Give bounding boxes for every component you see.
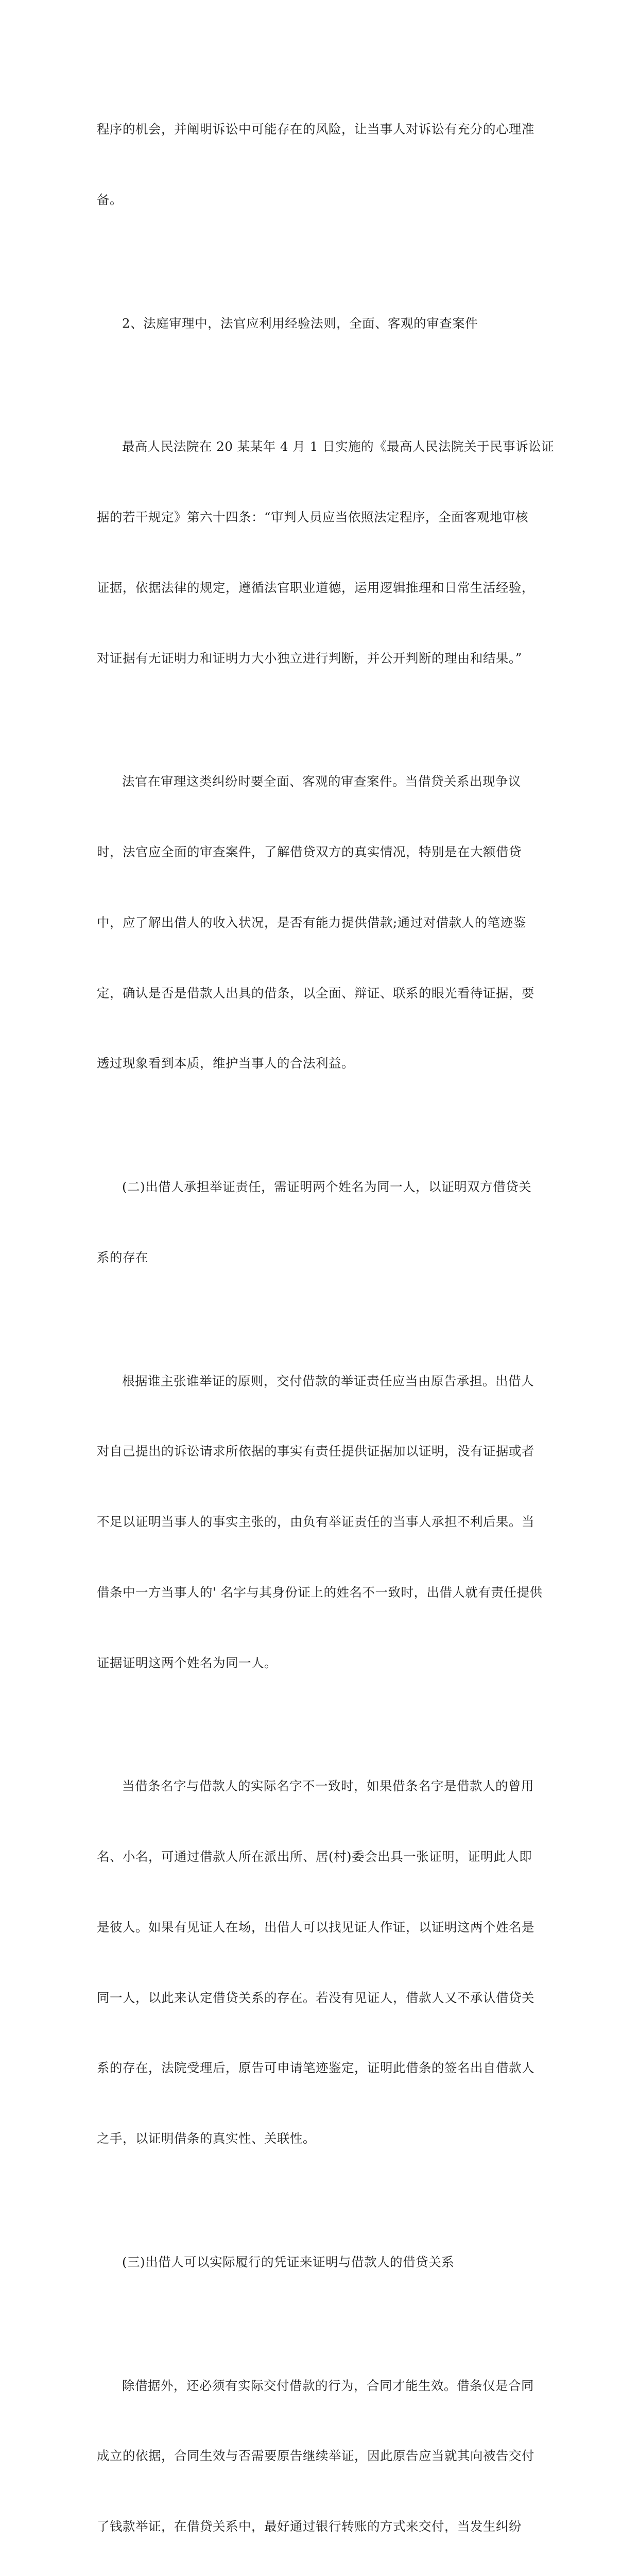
text-line: 透过现象看到本质，维护当事人的合法利益。 (97, 1056, 354, 1071)
text-line: 成立的依据，合同生效与否需要原告继续举证，因此原告应当就其向被告交付 (97, 2448, 534, 2464)
paragraph-9 (97, 2327, 542, 2576)
text-line: 定，确认是否是借款人出具的借条，以全面、辩证、联系的眼光看待证据，要 (97, 985, 534, 1001)
section-heading: (二)出借人承担举证责任，需证明两个姓名为同一人，以证明双方借贷关 (122, 1179, 532, 1195)
paragraph-2 (97, 264, 542, 382)
section-heading: 2、法庭审理中，法官应利用经验法则，全面、客观的审查案件 (122, 315, 478, 331)
text-line: 了钱款举证，在借贷关系中，最好通过银行转账的方式来交付，当发生纠纷 (97, 2519, 522, 2534)
text-line: 对自己提出的诉讼请求所依据的事实有责任提供证据加以证明，没有证据或者 (97, 1444, 534, 1459)
text-line: 不足以证明当事人的事实主张的，由负有举证责任的当事人承担不利后果。当 (97, 1514, 534, 1530)
text-line: 是彼人。如果有见证人在场，出借人可以找见证人作证，以证明这两个姓名是 (97, 1919, 534, 1935)
paragraph-7 (97, 1727, 542, 2197)
text-line: 最高人民法院在 20 某某年 4 月 1 日实施的《最高人民法院关于民事诉讼证 (122, 439, 555, 454)
text-line: 同一人，以此来认定借贷关系的存在。若没有见证人，借款人又不承认借贷关 (97, 1990, 534, 2005)
text-line: 证据，依据法律的规定，遵循法官职业道德，运用逻辑推理和日常生活经验， (97, 580, 534, 595)
text-line: 根据谁主张谁举证的原则，交付借款的举证责任应当由原告承担。出借人 (122, 1373, 534, 1388)
text-line: 之手，以证明借条的真实性、关联性。 (97, 2131, 316, 2146)
text-line: 法官在审理这类纠纷时要全面、客观的审查案件。当借贷关系出现争议 (122, 774, 521, 789)
text-line: 当借条名字与借款人的实际名字不一致时，如果借条名字是借款人的曾用 (122, 1778, 534, 1794)
section-heading: 系的存在 (97, 1249, 148, 1265)
text-line: 名、小名，可通过借款人所在派出所、居(村)委会出具一张证明，证明此人即 (97, 1849, 532, 1865)
text-line: 系的存在，法院受理后，原告可申请笔迹鉴定，证明此借条的签名出自借款人 (97, 2060, 534, 2076)
text-line: 时，法官应全面的审查案件，了解借贷双方的真实情况，特别是在大额借贷 (97, 844, 522, 860)
text-line: 中，应了解出借人的收入状况，是否有能力提供借款;通过对借款人的笔迹鉴 (97, 914, 526, 930)
text-line: 除借据外，还必须有实际交付借款的行为，合同才能生效。借条仅是合同 (122, 2378, 534, 2393)
paragraph-6 (97, 1322, 542, 1721)
section-heading: (三)出借人可以实际履行的凭证来证明与借款人的借贷关系 (122, 2254, 455, 2269)
text-line: 据的若干规定》第六十四条：“审判人员应当依照法定程序，全面客观地审核 (97, 510, 529, 525)
text-line: 对证据有无证明力和证明力大小独立进行判断，并公开判断的理由和结果。” (97, 650, 522, 666)
paragraph-8 (97, 2204, 542, 2321)
text-line: 备。 (97, 192, 123, 207)
paragraph-3 (97, 388, 555, 717)
paragraph-5 (97, 1128, 542, 1316)
text-line: 程序的机会，并阐明诉讼中可能存在的风险，让当事人对诉讼有充分的心理准 (97, 122, 534, 137)
text-line: 借条中一方当事人的' 名字与其身份证上的姓名不一致时，出借人就有责任提供 (97, 1584, 543, 1600)
text-line: 证据证明这两个姓名为同一人。 (97, 1655, 277, 1670)
document-body (97, 71, 555, 2576)
paragraph-4 (97, 723, 542, 1122)
paragraph-1 (97, 71, 542, 259)
